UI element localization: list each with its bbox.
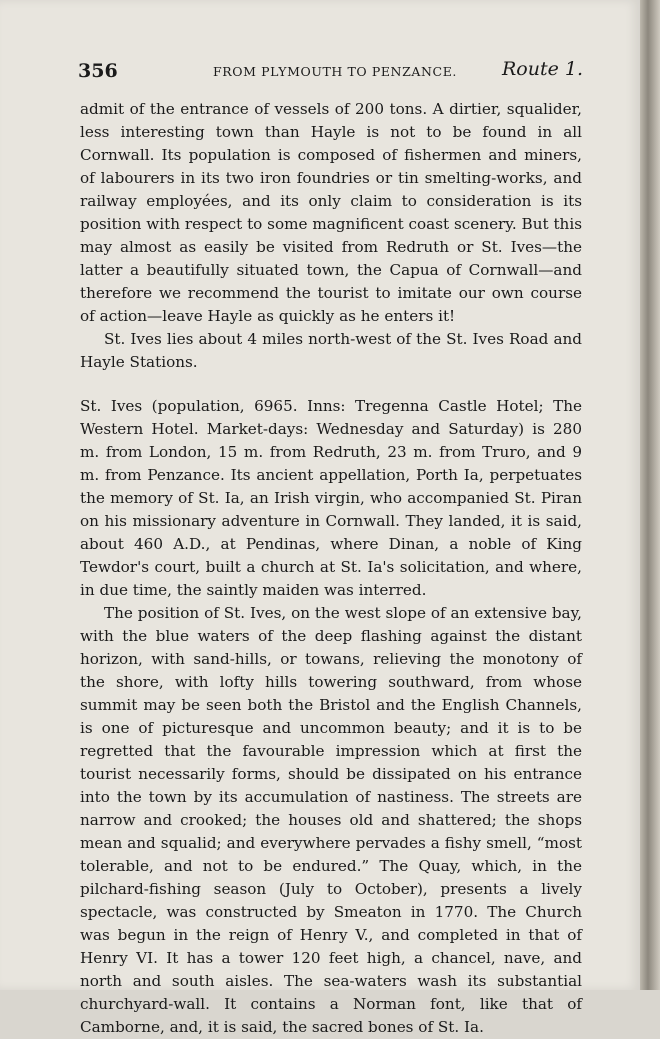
paragraph-location: St. Ives lies about 4 miles north-west of the St. Ives Road and Hayle Stations. <box>80 330 582 371</box>
paragraph-st-ives-entry: St. Ives (population, 6965. Inns: Tregenna Castle Hotel; The Western Hotel. Market-days: Wednesday and Saturday) is 280 m. from London, 15 m. from Redruth, 23 m. from Truro, and 9 m. from Penzance. Its ancient appellation, Porth Ia, perpetuates the memory of St. Ia, an Irish virgin, who accompanied St. Piran on his missionary adventure in Cornwall. They landed, it is said, about 460 A.D., at Pendinas, where Dinan, a noble of King Tewdor's court, built a church at St. Ia's solicitation, and where, in due time, the saintly maiden was interred. <box>80 397 582 599</box>
route-label: Route 1. <box>501 58 583 80</box>
body-text <box>80 98 582 1039</box>
running-title: FROM PLYMOUTH TO PENZANCE. <box>213 64 458 79</box>
paragraph-st-ives-description: The position of St. Ives, on the west slope of an extensive bay, with the blue waters of the deep flashing against the distant horizon, with sand-hills, or towans, relieving the monotony of the shore, with lofty hills towering southward, from whose summit may be seen both the Bristol and the English Channels, is one of picturesque and uncommon beauty; and it is to be regretted that the favourable impression which at first the tourist necessarily forms, should be dissipated on his entrance into the town by its accumulation of nastiness. The streets are narrow and crooked; the houses old and shattered; the shops mean and squalid; and everywhere pervades a fishy smell, “most tolerable, and not to be endured.” The Quay, which, in the pilchard-fishing season (July to October), presents a lively spectacle, was constructed by Smeaton in 1770. The Church was begun in the reign of Henry V., and completed in that of Henry VI. It has a tower 120 feet high, a chancel, nave, and north and south aisles. The sea-waters wash its substantial churchyard-wall. It contains a Norman font, like that of Camborne, and, it is said, the sacred bones of St. Ia. <box>80 604 582 1036</box>
paragraph-hayle: admit of the entrance of vessels of 200 tons. A dirtier, squalider, less interesting town than Hayle is not to be found in all Cornwall. Its population is composed of fishermen and miners, of labourers in its two iron foundries or tin smelting-works, and railway employées, and its only claim to consideration is its position with respect to some magnificent coast scenery. But this may almost as easily be visited from Redruth or St. Ives—the latter a beautifully situated town, the Capua of Cornwall—and therefore we recommend the tourist to imitate our own course of action—leave Hayle as quickly as he enters it! <box>80 100 582 325</box>
page-header <box>78 58 583 86</box>
page-edge <box>640 0 660 990</box>
page-number: 356 <box>78 60 118 82</box>
